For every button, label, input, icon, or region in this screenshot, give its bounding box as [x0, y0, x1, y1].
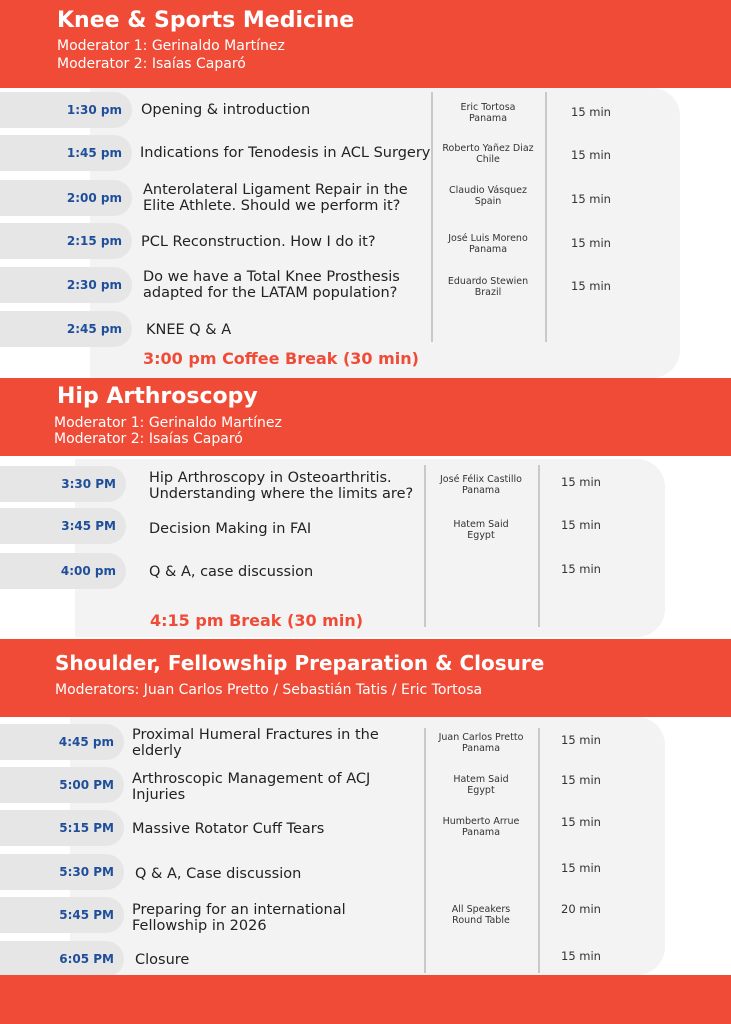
- talk-title: Arthroscopic Management of ACJ Injuries: [132, 771, 371, 803]
- speaker: All Speakers Round Table: [451, 904, 511, 926]
- talk-title: Massive Rotator Cuff Tears: [132, 821, 325, 837]
- time-pill: 1:45 pm: [0, 135, 132, 171]
- talk-title: Q & A, Case discussion: [135, 866, 302, 882]
- duration: 15 min: [561, 861, 601, 875]
- talk-title: Opening & introduction: [141, 102, 311, 118]
- duration: 15 min: [561, 518, 601, 532]
- duration: 15 min: [571, 148, 611, 162]
- talk-title: Preparing for an international Fellowship in 2026: [132, 902, 346, 934]
- section-header-shoulder: [0, 639, 731, 717]
- duration: 15 min: [561, 949, 601, 963]
- divider: [431, 92, 433, 342]
- duration: 15 min: [571, 192, 611, 206]
- section-title: Hip Arthroscopy: [57, 384, 258, 409]
- section-title: Shoulder, Fellowship Preparation & Closure: [55, 651, 545, 675]
- duration: 15 min: [571, 236, 611, 250]
- duration: 15 min: [561, 773, 601, 787]
- divider: [538, 728, 540, 973]
- break: 4:15 pm Break (30 min): [150, 611, 364, 630]
- section-title: Knee & Sports Medicine: [57, 8, 355, 33]
- speaker: Hatem Said Egypt: [453, 774, 509, 796]
- time-pill: 3:45 PM: [0, 508, 126, 544]
- talk-title: Do we have a Total Knee Prosthesis adapted for the LATAM population?: [143, 269, 400, 301]
- time-pill: 4:00 pm: [0, 553, 126, 589]
- talk-title: Anterolateral Ligament Repair in the Elite Athlete. Should we perform it?: [143, 182, 408, 214]
- moderators: Moderators: Juan Carlos Pretto / Sebastián Tatis / Eric Tortosa: [55, 682, 483, 698]
- moderator-1: Moderator 1: Gerinaldo Martínez: [57, 38, 285, 54]
- time-pill: 2:15 pm: [0, 223, 132, 259]
- time-pill: 4:45 pm: [0, 724, 124, 760]
- time-pill: 5:45 PM: [0, 897, 124, 933]
- talk-title: Hip Arthroscopy in Osteoarthritis. Understanding where the limits are?: [149, 470, 414, 502]
- divider: [538, 465, 540, 627]
- talk-title: KNEE Q & A: [146, 322, 232, 338]
- divider: [545, 92, 547, 342]
- footer-band: [0, 975, 731, 1024]
- moderator-1: Moderator 1: Gerinaldo Martínez: [54, 415, 282, 431]
- time-pill: 5:00 PM: [0, 767, 124, 803]
- time-pill: 1:30 pm: [0, 92, 132, 128]
- speaker: Eduardo Stewien Brazil: [447, 276, 529, 298]
- time-pill: 5:30 PM: [0, 854, 124, 890]
- speaker: Eric Tortosa Panama: [460, 102, 516, 124]
- speaker: Claudio Vásquez Spain: [448, 185, 528, 207]
- speaker: Juan Carlos Pretto Panama: [438, 732, 524, 754]
- talk-title: Q & A, case discussion: [149, 564, 314, 580]
- time-pill: 5:15 PM: [0, 810, 124, 846]
- time-pill: 6:05 PM: [0, 941, 124, 977]
- speaker: José Félix Castillo Panama: [440, 474, 522, 496]
- moderator-2: Moderator 2: Isaías Caparó: [54, 431, 243, 447]
- time-pill: 3:30 PM: [0, 466, 126, 502]
- time-pill: 2:00 pm: [0, 180, 132, 216]
- talk-title: Closure: [135, 952, 190, 968]
- speaker: Humberto Arrue Panama: [442, 816, 520, 838]
- divider: [424, 728, 426, 973]
- section-header-knee: [0, 0, 731, 88]
- time-pill: 2:30 pm: [0, 267, 132, 303]
- talk-title: Decision Making in FAI: [149, 521, 312, 537]
- divider: [424, 465, 426, 627]
- speaker: José Luis Moreno Panama: [448, 233, 528, 255]
- duration: 15 min: [561, 733, 601, 747]
- coffee-break: 3:00 pm Coffee Break (30 min): [143, 349, 419, 368]
- time-pill: 2:45 pm: [0, 311, 132, 347]
- duration: 15 min: [571, 105, 611, 119]
- talk-title: Indications for Tenodesis in ACL Surgery: [140, 145, 431, 161]
- speaker: Roberto Yañez Diaz Chile: [442, 143, 534, 165]
- section-header-hip: [0, 378, 731, 456]
- duration: 20 min: [561, 902, 601, 916]
- duration: 15 min: [561, 475, 601, 489]
- speaker: Hatem Said Egypt: [453, 519, 509, 541]
- talk-title: Proximal Humeral Fractures in the elderly: [132, 727, 379, 759]
- talk-title: PCL Reconstruction. How I do it?: [141, 234, 376, 250]
- duration: 15 min: [561, 815, 601, 829]
- moderator-2: Moderator 2: Isaías Caparó: [57, 56, 246, 72]
- duration: 15 min: [571, 279, 611, 293]
- duration: 15 min: [561, 562, 601, 576]
